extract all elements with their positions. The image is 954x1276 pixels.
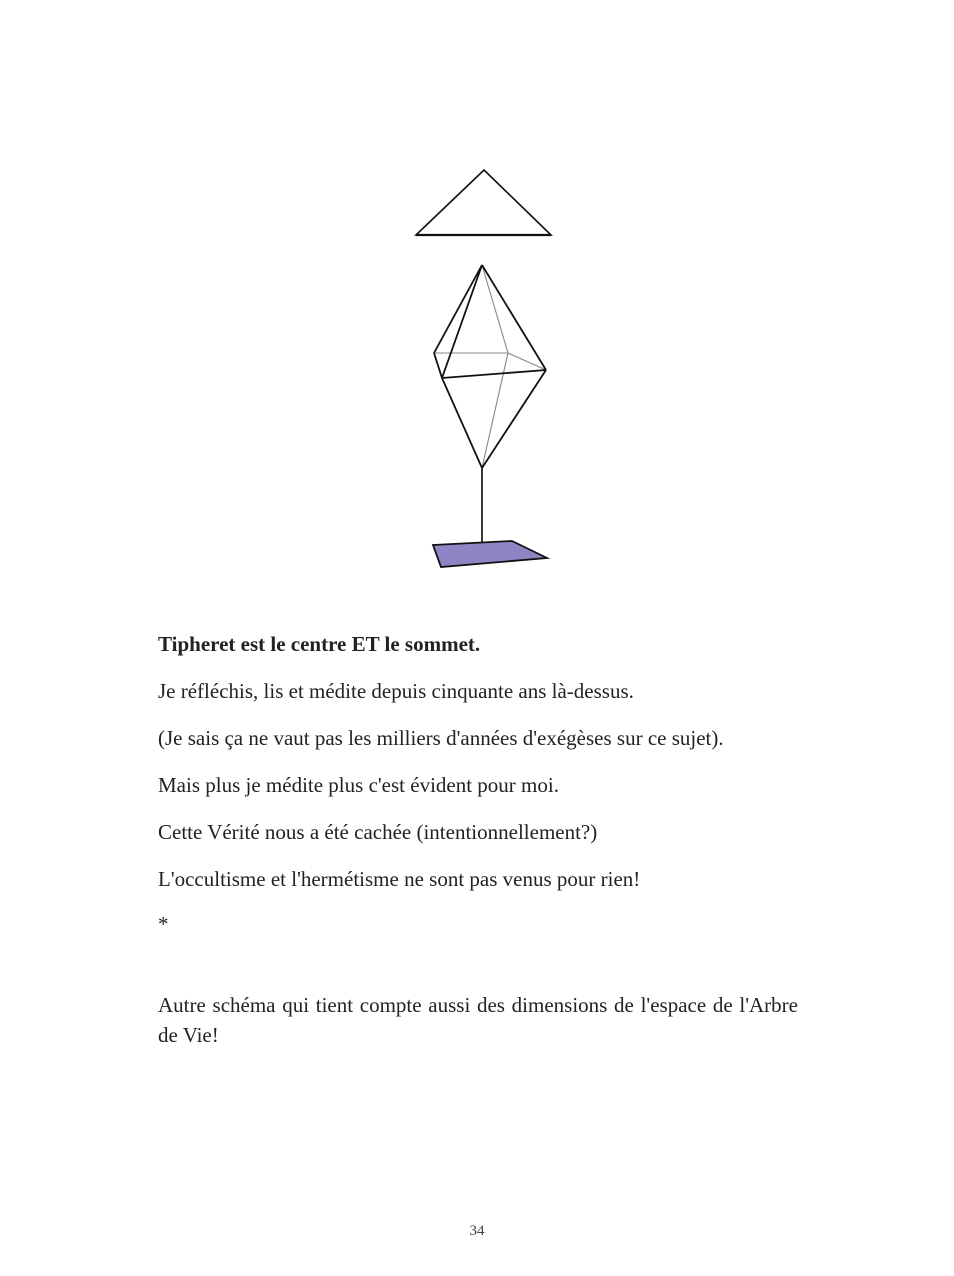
paragraph-4: Cette Vérité nous a été cachée (intentionnellement?) (158, 820, 598, 844)
paragraph-2: (Je sais ça ne vaut pas les milliers d'années d'exégèses sur ce sujet). (158, 726, 724, 750)
top-triangle (416, 170, 551, 235)
base-plane (433, 541, 547, 567)
heading-paragraph: Tipheret est le centre ET le sommet. (158, 632, 481, 656)
octahedron-front-edges (434, 265, 546, 468)
octahedron-back-edges (434, 265, 546, 468)
separator-asterisk: * (158, 912, 169, 936)
paragraph-3: Mais plus je médite plus c'est évident pour moi. (158, 773, 559, 797)
paragraph-1: Je réfléchis, lis et médite depuis cinquante ans là-dessus. (158, 679, 634, 703)
paragraph-5: L'occultisme et l'hermétisme ne sont pas venus pour rien! (158, 867, 641, 891)
page-number: 34 (469, 1223, 485, 1239)
geometric-figure (400, 160, 570, 580)
octahedron-diagram (400, 160, 570, 580)
body-text (158, 630, 798, 1050)
paragraph-6: Autre schéma qui tient compte aussi des dimensions de l'espace de l'Arbre de Vie! (158, 993, 798, 1047)
